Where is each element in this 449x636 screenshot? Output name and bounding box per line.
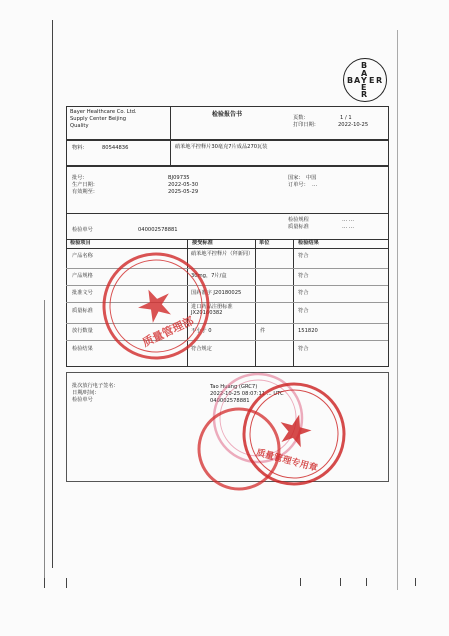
tick-mark: [44, 578, 45, 588]
table-cell-item: 检验结果: [72, 346, 93, 352]
signer-name: Tao Huang (GRC7): [210, 384, 258, 390]
logo-letter: E: [361, 83, 367, 92]
tick-mark: [66, 578, 67, 588]
no-label: 检验单号: [72, 397, 93, 403]
basis-label: 检验规程: [288, 217, 309, 223]
table-cell-std: 国药准字 J20180025: [191, 290, 242, 296]
table-cell-std: 硝苯地平控释片（拜新同）: [191, 251, 254, 257]
pages-label: 页数：: [293, 115, 309, 121]
material-code: 80544836: [102, 145, 129, 151]
tick-mark: [300, 578, 301, 586]
table-cell-result: 151820: [298, 328, 318, 334]
logo-letter: E: [369, 76, 375, 85]
pages-value: 1 / 1: [340, 115, 352, 121]
page-edge-line: [52, 20, 53, 568]
page-edge-line: [397, 30, 398, 590]
table-cell-result: 符合: [298, 308, 309, 314]
mfg-value: 2022-05-30: [168, 182, 199, 188]
material-label: 物料：: [72, 145, 88, 151]
exp-value: 2025-05-29: [168, 189, 199, 195]
logo-letter: R: [376, 76, 383, 85]
table-header-unit: 单位: [259, 240, 270, 246]
table-cell-item: 产品规格: [72, 273, 93, 279]
mfg-label: 生产日期：: [72, 182, 98, 188]
bayer-logo: [343, 58, 387, 102]
batch-box: [66, 166, 389, 240]
country-label: 国家：: [288, 175, 304, 181]
tick-mark: [340, 578, 341, 586]
std-label: 质量标准: [288, 224, 309, 230]
order-label: 订单号：: [288, 182, 309, 188]
tick-mark: [415, 578, 416, 586]
logo-letter: B: [361, 61, 368, 70]
print-date-value: 2022-10-25: [338, 122, 369, 128]
company-line: Bayer Healthcare Co. Ltd.: [70, 109, 137, 115]
table-cell-result: 符合: [298, 253, 309, 259]
table-header-std: 接受标准: [192, 240, 213, 246]
country-value: 中国: [306, 175, 317, 181]
company-line: Supply Center Beijing: [70, 116, 127, 122]
table-cell-item: 批准文号: [72, 290, 93, 296]
lot-value: BJ09735: [168, 175, 190, 181]
stamp-text: 质量管理专用章: [255, 448, 319, 475]
table-cell-std: 符合规定: [191, 346, 212, 352]
print-date-label: 打印日期：: [293, 122, 319, 128]
material-name: 硝苯地平控释片30毫克7片成品270瓦装: [175, 144, 268, 150]
lot-label: 批号：: [72, 175, 88, 181]
report-title: 检验报告书: [212, 111, 243, 118]
sign-no: 040002578881: [210, 398, 250, 404]
table-cell-item: 质量标准: [72, 308, 93, 314]
table-header-result: 检验结果: [298, 240, 319, 246]
inspect-no-label: 检验单号: [72, 227, 93, 233]
sign-label: 批次放行电子签名：: [72, 383, 119, 389]
page-edge-line: [44, 300, 45, 580]
tick-mark: [366, 578, 367, 586]
inspect-no-value: 040002578881: [138, 227, 178, 233]
table-cell-std: 进口药品注册标准 JX20160382: [191, 304, 233, 316]
table-cell-item: 放行数量: [72, 328, 93, 334]
company-line: Quality: [70, 123, 89, 129]
table-cell-std: 30mg，7片/盒: [191, 273, 227, 279]
table-cell-item: 产品名称: [72, 253, 93, 259]
sign-datetime: 2022-10-25 08:07:11 ... UTC: [210, 391, 284, 397]
logo-letter: A: [354, 76, 361, 85]
logo-letter: R: [361, 90, 368, 99]
stamp-text: 质量管理部: [140, 314, 196, 350]
exp-label: 有效期至：: [72, 189, 98, 195]
table-cell-result: 符合: [298, 290, 309, 296]
logo-letter: B: [347, 76, 354, 85]
order-value: …: [312, 182, 318, 188]
table-header-item: 检验项目: [70, 240, 91, 246]
table-cell-unit: 件: [260, 328, 266, 334]
basis-value: … …: [342, 217, 355, 223]
red-stamp-3: [188, 398, 290, 500]
date-label: 日期/时间：: [72, 390, 100, 396]
table-cell-std: 不小于 0: [191, 328, 212, 334]
logo-letter: A: [361, 69, 368, 78]
std-value: … …: [342, 224, 355, 230]
logo-letter: Y: [361, 76, 367, 85]
table-cell-result: 符合: [298, 346, 309, 352]
table-cell-result: 符合: [298, 273, 309, 279]
